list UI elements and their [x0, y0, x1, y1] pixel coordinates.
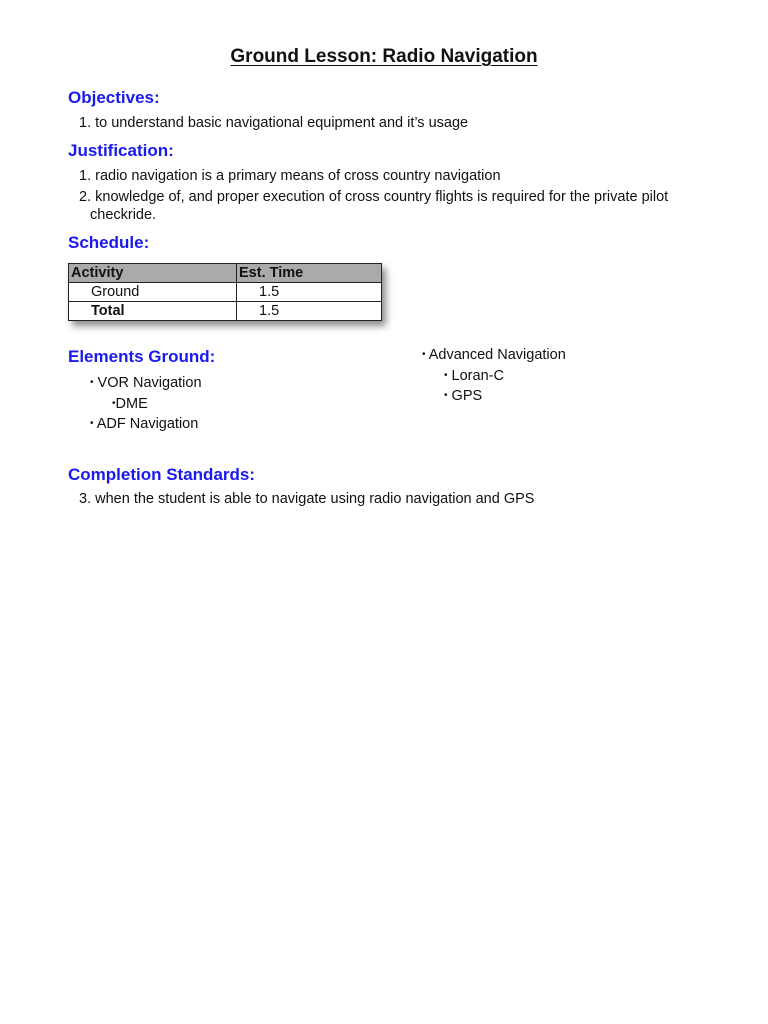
activity-cell: Total [69, 302, 237, 321]
elements-heading: Elements Ground: [68, 347, 216, 366]
justification-text: radio navigation is a primary means of cross country navigation [95, 168, 501, 184]
time-cell: 1.5 [237, 302, 382, 321]
completion-text: when the student is able to navigate using radio navigation and GPS [95, 491, 535, 507]
element-text: VOR Navigation [97, 375, 202, 391]
justification-number: 1. [79, 168, 92, 184]
column-header-activity: Activity [69, 264, 237, 283]
schedule-heading: Schedule: [68, 233, 150, 252]
bullet-icon: • [444, 370, 448, 381]
justification-text: knowledge of, and proper execution of cross country flights is required for the private pilot [95, 189, 669, 205]
completion-item [79, 490, 534, 508]
table-row-total [69, 302, 382, 321]
bullet-icon: • [90, 418, 94, 429]
list-item [444, 387, 482, 405]
list-item [90, 374, 202, 392]
justification-number: 2. [79, 189, 92, 205]
lesson-title: Ground Lesson: Radio Navigation [230, 46, 538, 67]
element-text: Advanced Navigation [428, 347, 566, 363]
objective-item [79, 114, 468, 132]
justification-text-continued: checkride. [90, 207, 157, 223]
element-text: GPS [451, 388, 483, 404]
activity-cell: Ground [69, 283, 237, 302]
list-item [422, 346, 566, 364]
bullet-icon: • [112, 398, 116, 409]
justification-item [79, 188, 668, 206]
list-item [444, 367, 504, 385]
time-cell: 1.5 [237, 283, 382, 302]
justification-item [79, 167, 501, 185]
objective-text: to understand basic navigational equipment and it’s usage [95, 115, 469, 131]
completion-number: 3. [79, 491, 92, 507]
column-header-time: Est. Time [237, 264, 382, 283]
objectives-heading: Objectives: [68, 88, 160, 107]
element-text: DME [115, 396, 148, 412]
bullet-icon: • [90, 377, 94, 388]
bullet-icon: • [422, 349, 426, 360]
schedule-table [68, 263, 382, 321]
table-row [69, 283, 382, 302]
completion-heading: Completion Standards: [68, 465, 256, 484]
list-item [112, 395, 148, 413]
bullet-icon: • [444, 390, 448, 401]
element-text: Loran-C [451, 368, 504, 384]
objective-number: 1. [79, 115, 92, 131]
schedule-header-row [69, 264, 382, 283]
list-item [90, 415, 198, 433]
element-text: ADF Navigation [96, 416, 199, 432]
justification-heading: Justification: [68, 141, 174, 160]
